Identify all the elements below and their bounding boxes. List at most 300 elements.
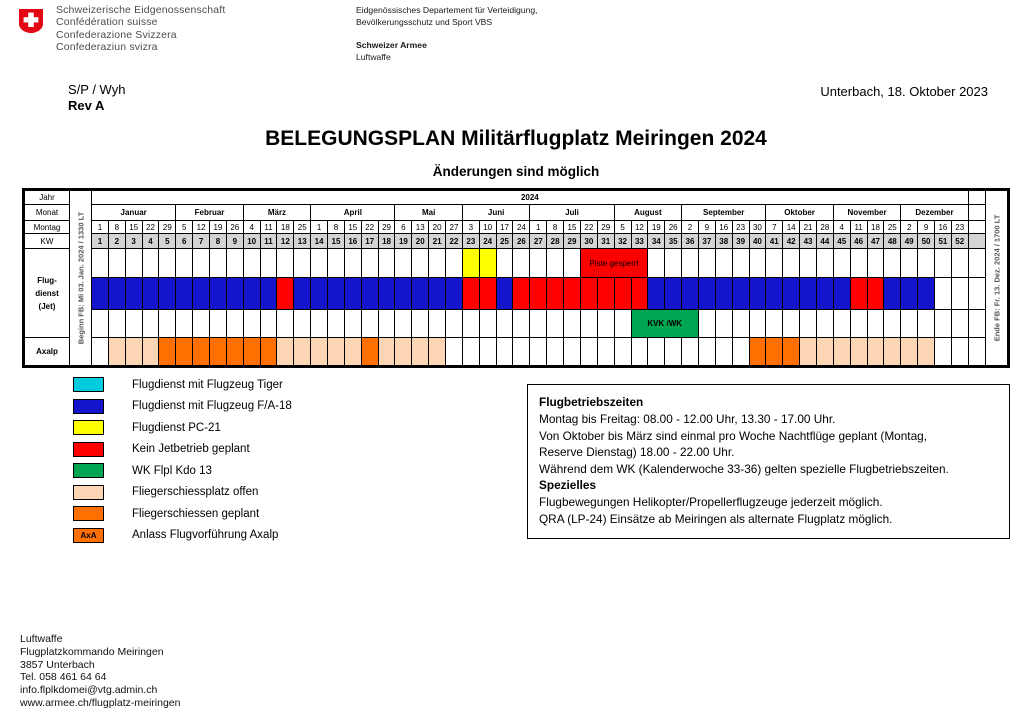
label-axalp: Axalp xyxy=(25,338,70,366)
label-monat: Monat xyxy=(25,204,70,220)
calendar-cell xyxy=(462,338,479,366)
month-header-3: März xyxy=(243,204,310,220)
calendar-cell xyxy=(193,309,210,338)
calendar-cell xyxy=(294,338,311,366)
kw-cell: 32 xyxy=(614,234,631,249)
legend-item-2 xyxy=(73,396,292,418)
confederation-name-fr: Confédération suisse xyxy=(56,16,158,29)
calendar-row-montag xyxy=(25,220,1008,234)
calendar-cell xyxy=(597,309,614,338)
calendar-cell xyxy=(412,277,429,309)
monday-date-cell: 2 xyxy=(901,220,918,234)
month-header-9: September xyxy=(682,204,766,220)
month-header-7: Juli xyxy=(530,204,614,220)
monday-date-cell: 22 xyxy=(580,220,597,234)
calendar-cell xyxy=(395,338,412,366)
calendar-cell xyxy=(614,338,631,366)
calendar-cell xyxy=(732,338,749,366)
calendar-cell xyxy=(176,309,193,338)
calendar-cell xyxy=(715,338,732,366)
calendar-cell xyxy=(193,277,210,309)
calendar-cell xyxy=(580,338,597,366)
calendar-cell xyxy=(513,249,530,278)
calendar-cell xyxy=(311,309,328,338)
contact-footer xyxy=(20,633,180,710)
kw-cell: 8 xyxy=(210,234,227,249)
kw-cell: 2 xyxy=(108,234,125,249)
monday-date-cell: 23 xyxy=(732,220,749,234)
kw-cell: 48 xyxy=(884,234,901,249)
calendar-cell xyxy=(816,338,833,366)
calendar-cell xyxy=(816,309,833,338)
info-box xyxy=(527,384,1010,539)
kw-cell: 30 xyxy=(580,234,597,249)
monday-date-cell: 29 xyxy=(597,220,614,234)
calendar-cell xyxy=(277,249,294,278)
department-line-1: Eidgenössisches Departement für Verteidigung, xyxy=(356,5,538,15)
legend-label: WK Flpl Kdo 13 xyxy=(132,464,212,477)
monday-date-cell: 20 xyxy=(429,220,446,234)
calendar-cell xyxy=(918,338,935,366)
monday-date-cell: 1 xyxy=(311,220,328,234)
calendar-cell xyxy=(479,277,496,309)
kw-cell: 41 xyxy=(766,234,783,249)
footer-website[interactable]: www.armee.ch/flugplatz-meiringen xyxy=(20,696,181,709)
place-date: Unterbach, 18. Oktober 2023 xyxy=(820,84,988,99)
calendar-row-axalp xyxy=(25,338,1008,366)
calendar-cell xyxy=(108,249,125,278)
kw-cell: 28 xyxy=(547,234,564,249)
calendar-cell xyxy=(951,277,968,309)
calendar-cell xyxy=(884,309,901,338)
info-line-6: QRA (LP-24) Einsätze ab Meiringen als alternate Flugplatz möglich. xyxy=(539,511,893,526)
calendar-row-jahr xyxy=(25,191,1008,205)
calendar-cell xyxy=(446,277,463,309)
calendar-cell xyxy=(125,277,142,309)
calendar-cell xyxy=(580,309,597,338)
legend-item-7 xyxy=(73,503,292,525)
monday-date-cell: 4 xyxy=(833,220,850,234)
monday-date-cell: 5 xyxy=(176,220,193,234)
info-line-3: Reserve Dienstag) 18.00 - 22.00 Uhr. xyxy=(539,445,735,460)
calendar-cell xyxy=(328,338,345,366)
calendar-cell xyxy=(462,249,479,278)
legend-item-4 xyxy=(73,439,292,461)
monday-date-cell: 23 xyxy=(951,220,968,234)
page-header xyxy=(0,0,1032,70)
calendar-cell xyxy=(918,249,935,278)
calendar-cell xyxy=(547,249,564,278)
calendar-cell xyxy=(462,277,479,309)
calendar-cell xyxy=(344,309,361,338)
month-header-4: April xyxy=(311,204,395,220)
kw-cell: 3 xyxy=(125,234,142,249)
monday-date-cell: 16 xyxy=(715,220,732,234)
legend-item-3 xyxy=(73,417,292,439)
calendar-cell xyxy=(934,309,951,338)
calendar-cell xyxy=(108,309,125,338)
calendar-cell xyxy=(648,338,665,366)
monday-date-cell: 22 xyxy=(142,220,159,234)
kw-cell: 23 xyxy=(462,234,479,249)
calendar-cell xyxy=(159,249,176,278)
calendar-cell xyxy=(867,309,884,338)
calendar-cell xyxy=(901,309,918,338)
calendar-cell xyxy=(243,277,260,309)
info-heading-flugbetriebszeiten: Flugbetriebszeiten xyxy=(539,395,644,409)
calendar-cell xyxy=(951,249,968,278)
month-header-1: Januar xyxy=(92,204,176,220)
calendar-cell xyxy=(361,338,378,366)
monday-date-cell: 8 xyxy=(547,220,564,234)
page-subtitle: Änderungen sind möglich xyxy=(432,164,600,179)
monday-date-cell: 29 xyxy=(378,220,395,234)
calendar-cell xyxy=(125,338,142,366)
calendar-cell xyxy=(800,249,817,278)
monday-date-cell: 27 xyxy=(446,220,463,234)
calendar-cell xyxy=(412,309,429,338)
calendar-cell xyxy=(378,309,395,338)
calendar-cell xyxy=(631,338,648,366)
calendar-cell xyxy=(884,249,901,278)
calendar-cell xyxy=(901,249,918,278)
calendar-row-kw xyxy=(25,234,1008,249)
kw-cell: 38 xyxy=(715,234,732,249)
kw-cell: 37 xyxy=(698,234,715,249)
legend-label: Fliegerschiessen geplant xyxy=(132,507,260,520)
spacer-cell-monday xyxy=(968,220,985,234)
calendar-cell xyxy=(530,249,547,278)
calendar-cell xyxy=(513,309,530,338)
spacer-cell xyxy=(968,249,985,278)
calendar-cell xyxy=(361,309,378,338)
month-header-6: Juni xyxy=(462,204,529,220)
kw-cell: 43 xyxy=(800,234,817,249)
calendar-cell xyxy=(530,338,547,366)
monday-date-cell: 6 xyxy=(395,220,412,234)
legend-label: Fliegerschiessplatz offen xyxy=(132,486,259,499)
calendar-year: 2024 xyxy=(92,191,969,205)
calendar-cell xyxy=(176,277,193,309)
calendar-cell xyxy=(631,277,648,309)
organisation-name xyxy=(356,40,427,63)
calendar-cell xyxy=(429,277,446,309)
calendar-cell xyxy=(92,309,109,338)
calendar-cell xyxy=(446,309,463,338)
calendar-row-flugdienst xyxy=(25,277,1008,309)
month-header-10: Oktober xyxy=(766,204,833,220)
revision-label: Rev A xyxy=(68,98,105,113)
department-line-2: Bevölkerungsschutz und Sport VBS xyxy=(356,16,493,27)
calendar-cell xyxy=(243,249,260,278)
kw-cell: 31 xyxy=(597,234,614,249)
calendar-cell xyxy=(850,277,867,309)
kw-cell: 6 xyxy=(176,234,193,249)
calendar-cell xyxy=(816,277,833,309)
kw-cell: 18 xyxy=(378,234,395,249)
calendar-cell xyxy=(210,309,227,338)
calendar-cell xyxy=(142,277,159,309)
calendar-cell xyxy=(496,249,513,278)
calendar-cell xyxy=(934,277,951,309)
month-header-11: November xyxy=(833,204,900,220)
monday-date-cell: 2 xyxy=(682,220,699,234)
calendar-cell xyxy=(294,309,311,338)
calendar-cell xyxy=(530,309,547,338)
calendar-cell xyxy=(901,338,918,366)
calendar-cell xyxy=(496,338,513,366)
calendar-cell xyxy=(142,338,159,366)
calendar-cell xyxy=(210,277,227,309)
legend-item-1 xyxy=(73,374,292,396)
kw-cell: 19 xyxy=(395,234,412,249)
calendar-cell xyxy=(429,309,446,338)
kw-cell: 1 xyxy=(92,234,109,249)
author-label: S/P / Wyh xyxy=(68,82,126,97)
calendar-cell xyxy=(918,309,935,338)
kw-cell: 44 xyxy=(816,234,833,249)
calendar-cell xyxy=(176,338,193,366)
calendar-cell xyxy=(597,338,614,366)
legend-swatch xyxy=(73,420,104,435)
calendar-cell xyxy=(580,277,597,309)
monday-date-cell: 5 xyxy=(614,220,631,234)
legend-label: Flugdienst PC-21 xyxy=(132,421,221,434)
kw-cell: 13 xyxy=(294,234,311,249)
calendar-cell xyxy=(92,277,109,309)
calendar-cell xyxy=(547,309,564,338)
calendar-cell xyxy=(682,338,699,366)
calendar-cell xyxy=(412,338,429,366)
calendar-cell xyxy=(732,309,749,338)
calendar-cell xyxy=(564,338,581,366)
calendar-cell xyxy=(344,338,361,366)
monday-date-cell: 28 xyxy=(816,220,833,234)
calendar-cell xyxy=(328,249,345,278)
info-heading-spezielles: Spezielles xyxy=(539,478,597,493)
confederation-name-rm: Confederaziun svizra xyxy=(56,40,158,53)
calendar-cell xyxy=(378,338,395,366)
label-montag: Montag xyxy=(25,220,70,234)
kw-cell: 15 xyxy=(328,234,345,249)
calendar-cell xyxy=(311,249,328,278)
calendar-cell xyxy=(479,338,496,366)
calendar-cell xyxy=(277,277,294,309)
calendar-cell xyxy=(850,309,867,338)
monday-date-cell: 19 xyxy=(648,220,665,234)
calendar-cell xyxy=(901,277,918,309)
monday-date-cell: 12 xyxy=(193,220,210,234)
kw-cell: 49 xyxy=(901,234,918,249)
calendar-cell xyxy=(614,309,631,338)
monday-date-cell: 8 xyxy=(108,220,125,234)
calendar-cell xyxy=(867,277,884,309)
calendar-cell xyxy=(125,249,142,278)
calendar-cell xyxy=(800,338,817,366)
monday-date-cell: 9 xyxy=(698,220,715,234)
calendar-cell xyxy=(715,277,732,309)
legend-swatch: AxA xyxy=(73,528,104,543)
confederation-name-de: Schweizerische Eidgenossenschaft xyxy=(56,4,226,16)
calendar-cell xyxy=(698,338,715,366)
calendar-cell xyxy=(547,277,564,309)
calendar-cell xyxy=(833,249,850,278)
calendar-cell xyxy=(665,338,682,366)
monday-date-cell: 13 xyxy=(412,220,429,234)
monday-date-cell: 19 xyxy=(210,220,227,234)
calendar-cell xyxy=(395,249,412,278)
monday-date-cell: 15 xyxy=(564,220,581,234)
calendar-cell xyxy=(682,277,699,309)
calendar-cell xyxy=(311,338,328,366)
calendar-span-kvk-wk: KVK /WK xyxy=(631,309,698,338)
monday-date-cell: 25 xyxy=(884,220,901,234)
kw-cell: 52 xyxy=(951,234,968,249)
calendar-cell xyxy=(142,309,159,338)
calendar-cell xyxy=(715,249,732,278)
kw-cell: 24 xyxy=(479,234,496,249)
swiss-coat-of-arms-icon xyxy=(18,8,44,34)
calendar-cell xyxy=(951,338,968,366)
organisation-title: Schweizer Armee xyxy=(356,40,427,50)
calendar-cell xyxy=(361,249,378,278)
legend-swatch xyxy=(73,463,104,478)
calendar-cell xyxy=(732,277,749,309)
kw-cell: 26 xyxy=(513,234,530,249)
calendar-cell xyxy=(783,249,800,278)
calendar-cell xyxy=(176,249,193,278)
kw-cell: 12 xyxy=(277,234,294,249)
month-header-2: Februar xyxy=(176,204,243,220)
info-line-1: Montag bis Freitag: 08.00 - 12.00 Uhr, 13.30 - 17.00 Uhr. xyxy=(539,412,836,426)
label-flugdienst-jet: Flug- dienst (Jet) xyxy=(25,249,70,338)
kw-cell: 42 xyxy=(783,234,800,249)
calendar-cell xyxy=(277,309,294,338)
legend-swatch xyxy=(73,485,104,500)
kw-cell: 10 xyxy=(243,234,260,249)
info-line-4: Während dem WK (Kalenderwoche 33-36) gelten spezielle Flugbetriebszeiten. xyxy=(539,461,949,476)
calendar-cell xyxy=(665,277,682,309)
calendar-cell xyxy=(597,277,614,309)
monday-date-cell: 18 xyxy=(867,220,884,234)
footer-email[interactable]: info.flplkdomei@vtg.admin.ch xyxy=(20,684,158,697)
kw-cell: 21 xyxy=(429,234,446,249)
kw-cell: 40 xyxy=(749,234,766,249)
kw-cell: 34 xyxy=(648,234,665,249)
calendar-cell xyxy=(564,249,581,278)
label-jahr: Jahr xyxy=(25,191,70,205)
calendar-cell xyxy=(614,277,631,309)
calendar-cell xyxy=(125,309,142,338)
side-note-begin: Beginn FB: Mi 03. Jan. 2024 / 1330 LT xyxy=(70,191,92,366)
monday-date-cell: 11 xyxy=(260,220,277,234)
kw-cell: 36 xyxy=(682,234,699,249)
calendar-cell xyxy=(867,249,884,278)
monday-date-cell: 30 xyxy=(749,220,766,234)
monday-date-cell: 26 xyxy=(665,220,682,234)
kw-cell: 4 xyxy=(142,234,159,249)
calendar-cell xyxy=(260,309,277,338)
calendar-cell xyxy=(159,277,176,309)
monday-date-cell: 24 xyxy=(513,220,530,234)
monday-date-cell: 17 xyxy=(496,220,513,234)
calendar-cell xyxy=(766,249,783,278)
calendar-cell xyxy=(766,309,783,338)
calendar-cell xyxy=(867,338,884,366)
kw-cell: 16 xyxy=(344,234,361,249)
calendar-cell xyxy=(92,338,109,366)
calendar-cell xyxy=(412,249,429,278)
calendar-cell xyxy=(698,249,715,278)
monday-date-cell: 1 xyxy=(530,220,547,234)
monday-date-cell: 4 xyxy=(243,220,260,234)
monday-date-cell: 15 xyxy=(125,220,142,234)
spacer-cell xyxy=(968,338,985,366)
calendar-cell xyxy=(833,338,850,366)
kw-cell: 29 xyxy=(564,234,581,249)
monday-date-cell: 12 xyxy=(631,220,648,234)
monday-date-cell: 29 xyxy=(159,220,176,234)
footer-line-2: Flugplatzkommando Meiringen xyxy=(20,645,164,658)
calendar-cell xyxy=(715,309,732,338)
calendar-cell xyxy=(226,249,243,278)
spacer-cell xyxy=(968,309,985,338)
kw-cell: 51 xyxy=(934,234,951,249)
kw-cell: 7 xyxy=(193,234,210,249)
legend-swatch xyxy=(73,506,104,521)
calendar-cell xyxy=(783,277,800,309)
calendar-cell xyxy=(92,249,109,278)
footer-line-1: Luftwaffe xyxy=(20,633,63,645)
legend-label: Flugdienst mit Flugzeug Tiger xyxy=(132,378,283,391)
monday-date-cell: 11 xyxy=(850,220,867,234)
kw-cell: 17 xyxy=(361,234,378,249)
kw-cell: 14 xyxy=(311,234,328,249)
calendar-cell xyxy=(361,277,378,309)
monday-date-cell: 9 xyxy=(918,220,935,234)
info-line-5: Flugbewegungen Helikopter/Propellerflugzeuge jederzeit möglich. xyxy=(539,495,883,510)
calendar-cell xyxy=(513,277,530,309)
calendar-cell xyxy=(378,249,395,278)
calendar-cell xyxy=(918,277,935,309)
side-note-end: Ende FB: Fr. 13. Dez. 2024 / 1700 LT xyxy=(986,191,1008,366)
monday-date-cell: 8 xyxy=(328,220,345,234)
calendar-cell xyxy=(496,309,513,338)
calendar-cell xyxy=(142,249,159,278)
legend-swatch xyxy=(73,399,104,414)
calendar-row-monat xyxy=(25,204,1008,220)
kw-cell: 47 xyxy=(867,234,884,249)
calendar-cell xyxy=(479,249,496,278)
calendar-cell xyxy=(429,249,446,278)
calendar-cell xyxy=(159,338,176,366)
department-name xyxy=(356,5,538,28)
calendar-cell xyxy=(783,338,800,366)
kw-cell: 39 xyxy=(732,234,749,249)
monday-date-cell: 3 xyxy=(462,220,479,234)
calendar-cell xyxy=(564,277,581,309)
calendar-cell xyxy=(260,249,277,278)
calendar-cell xyxy=(800,309,817,338)
kw-cell: 27 xyxy=(530,234,547,249)
legend-label: Flugdienst mit Flugzeug F/A-18 xyxy=(132,400,292,413)
calendar-row-top-band xyxy=(25,249,1008,278)
monday-date-cell: 16 xyxy=(934,220,951,234)
spacer-cell-month xyxy=(968,204,985,220)
calendar-cell xyxy=(547,338,564,366)
monday-date-cell: 14 xyxy=(783,220,800,234)
calendar-cell xyxy=(749,277,766,309)
